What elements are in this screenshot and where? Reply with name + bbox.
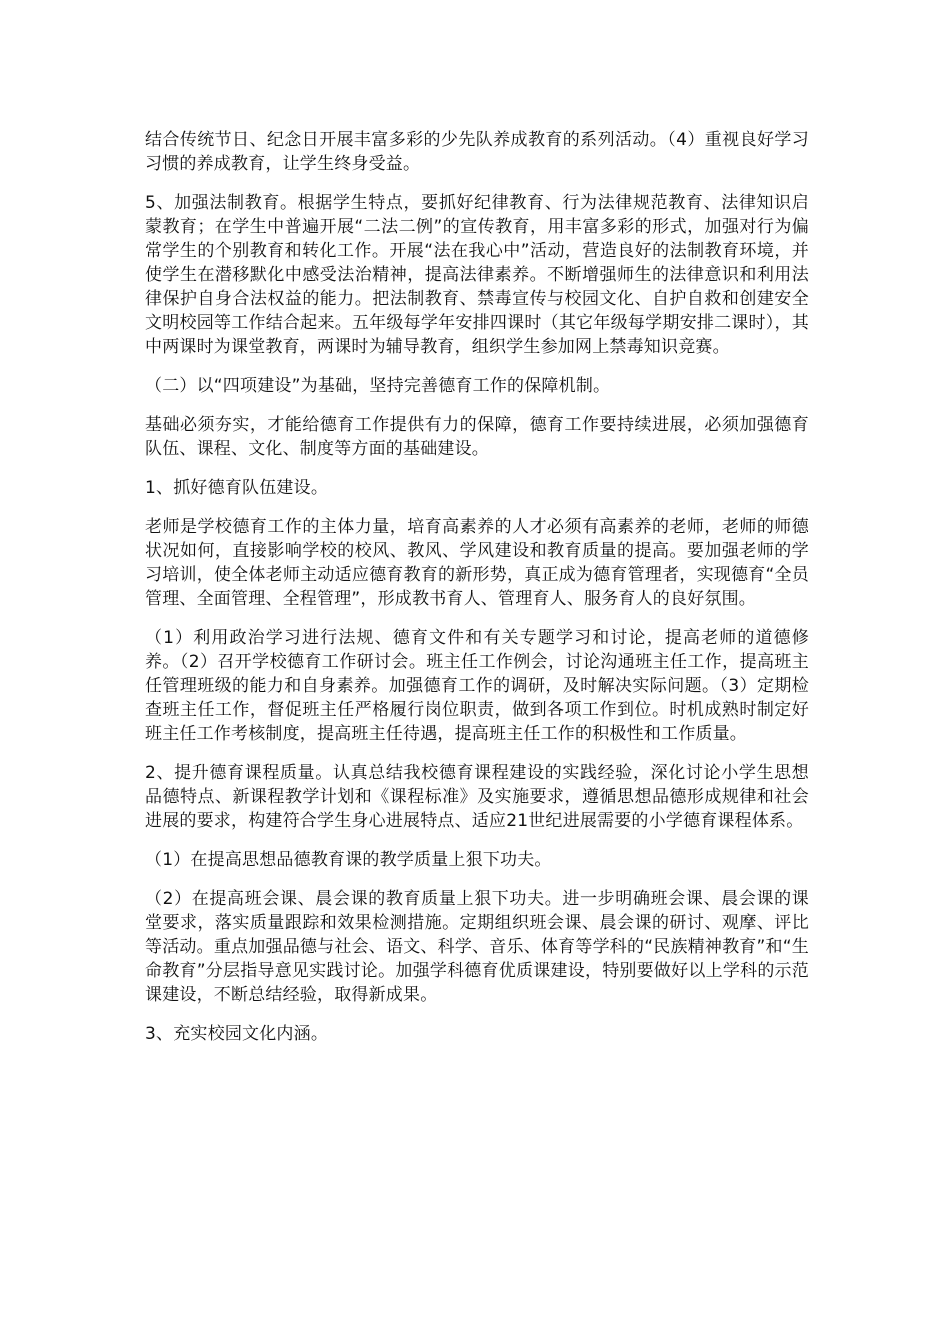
paragraph-teachers: 老师是学校德育工作的主体力量，培育高素养的人才必须有高素养的老师，老师的师德状况如何，直接影响学校的校风、教风、学风建设和教育质量的提高。要加强老师的学习培训，使全体老师主动适应德育教育的新形势，真正成为德育管理者，实现德育“全员管理、全面管理、全程管理”，形成教书育人、管理育人、服务育人的良好氛围。: [145, 517, 809, 609]
paragraph-class-meetings: （2）在提高班会课、晨会课的教育质量上狠下功夫。进一步明确班会课、晨会课的课堂要求，落实质量跟踪和效果检测措施。定期组织班会课、晨会课的研讨、观摩、评比等活动。重点加强品德与社会、语文、科学、音乐、体育等学科的“民族精神教育”和“生命教育”分层指导意见实践讨论。加强学科德育优质课建设，特别要做好以上学科的示范课建设，不断总结经验，取得新成果。: [145, 889, 809, 1005]
document-body: [145, 128, 809, 1061]
paragraph-moral-class: （1）在提高思想品德教育课的教学质量上狠下功夫。: [145, 850, 552, 870]
paragraph-festival-activities: 结合传统节日、纪念日开展丰富多彩的少先队养成教育的系列活动。（4）重视良好学习习惯的养成教育，让学生终身受益。: [145, 130, 809, 174]
paragraph-teacher-measures: （1）利用政治学习进行法规、德育文件和有关专题学习和讨论，提高老师的道德修养。（2）召开学校德育工作研讨会。班主任工作例会，讨论沟通班主任工作，提高班主任管理班级的能力和自身素养。加强德育工作的调研，及时解决实际问题。（3）定期检查班主任工作，督促班主任严格履行岗位职责，做到各项工作到位。时机成熟时制定好班主任工作考核制度，提高班主任待遇，提高班主任工作的积极性和工作质量。: [145, 628, 809, 744]
item-heading-team-building: 1、抓好德育队伍建设。: [145, 478, 329, 498]
paragraph-legal-education: 5、加强法制教育。根据学生特点，要抓好纪律教育、行为法律规范教育、法律知识启蒙教育；在学生中普遍开展“二法二例”的宣传教育，用丰富多彩的形式，加强对行为偏常学生的个别教育和转化工作。开展“法在我心中”活动，营造良好的法制教育环境，并使学生在潜移默化中感受法治精神，提高法律素养。不断增强师生的法律意识和利用法律保护自身合法权益的能力。把法制教育、禁毒宣传与校园文化、自护自救和创建安全文明校园等工作结合起来。五年级每学年安排四课时（其它年级每学期安排二课时），其中两课时为课堂教育，两课时为辅导教育，组织学生参加网上禁毒知识竞赛。: [145, 193, 809, 357]
item-heading-campus-culture: 3、充实校园文化内涵。: [145, 1024, 329, 1044]
paragraph-curriculum-quality: 2、提升德育课程质量。认真总结我校德育课程建设的实践经验，深化讨论小学生思想品德特点、新课程教学计划和《课程标准》及实施要求，遵循思想品德形成规律和社会进展的要求，构建符合学生身心进展特点、适应21世纪进展需要的小学德育课程体系。: [145, 763, 809, 831]
paragraph-foundation: 基础必须夯实，才能给德育工作提供有力的保障，德育工作要持续进展，必须加强德育队伍、课程、文化、制度等方面的基础建设。: [145, 415, 809, 459]
section-heading-four-constructions: （二）以“四项建设”为基础，坚持完善德育工作的保障机制。: [145, 376, 611, 396]
